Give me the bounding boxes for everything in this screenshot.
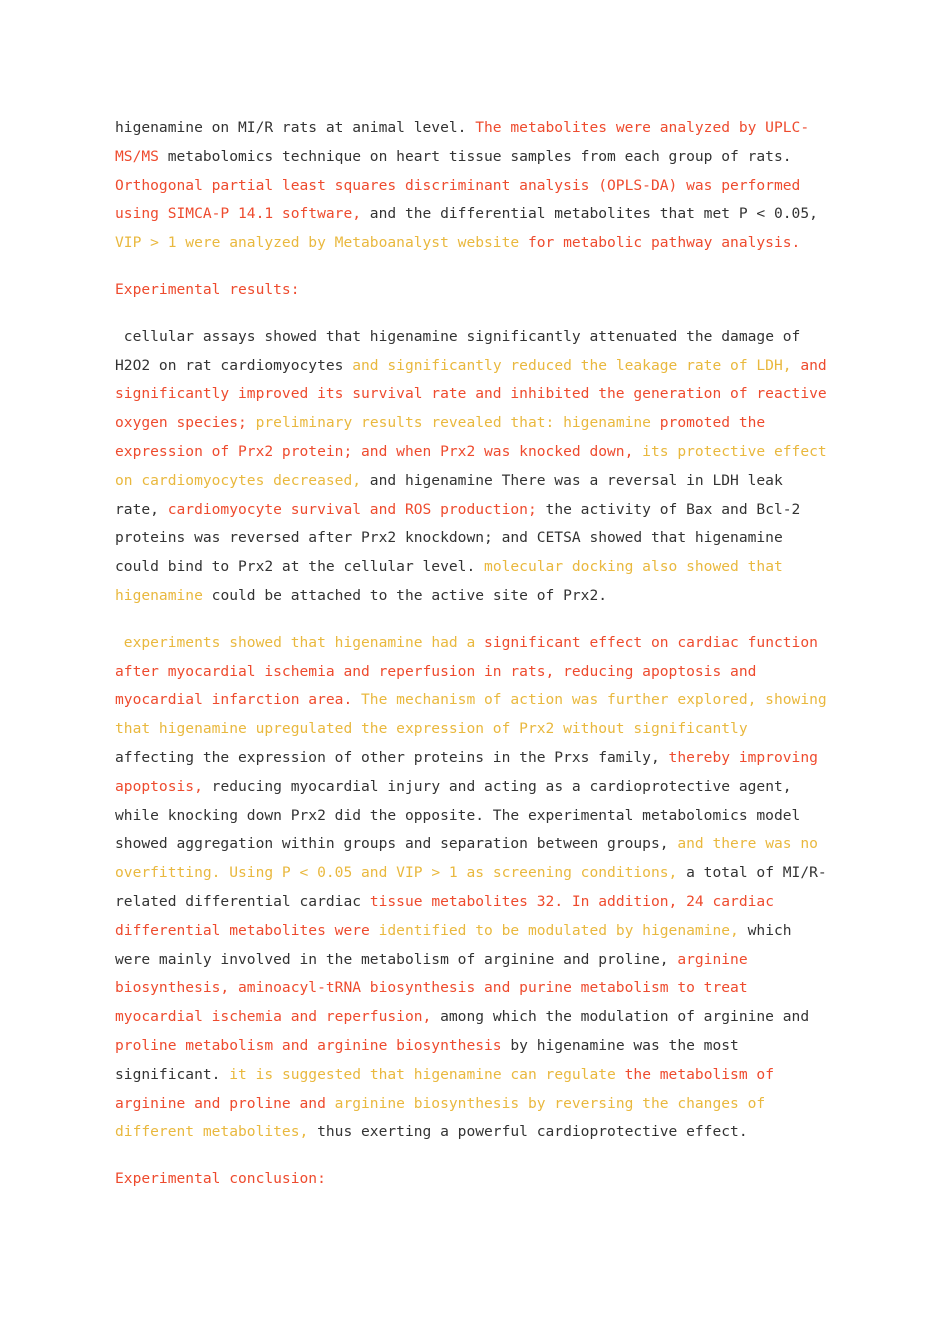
text-segment: Experimental results:: [115, 280, 300, 298]
text-segment: arginine biosynthesis, aminoacyl-tRNA biosynthesis and purine metabolism to treat myocardial ischemia and reperfusion,: [115, 950, 757, 1026]
text-segment: by higenamine was the most significant.: [115, 1036, 748, 1083]
document-page: [115, 114, 835, 1212]
text-segment: promoted the expression of Prx2 protein; and when Prx2 was knocked down,: [115, 414, 774, 460]
text-segment: and significantly reduced the leakage rate of LDH,: [352, 356, 792, 374]
paragraph-animal-results: [115, 629, 835, 1147]
paragraph-methods: [115, 114, 835, 258]
heading-experimental-results: [115, 276, 835, 305]
text-segment: The metabolites were analyzed by UPLC-MS/MS: [115, 119, 810, 165]
text-segment: and higenamine There was a reversal in LDH leak rate,: [115, 471, 792, 518]
text-segment: Orthogonal partial least squares discriminant analysis (OPLS-DA) was performed using SIMCA-P 14.1 software,: [115, 176, 810, 223]
text-segment: thereby improving apoptosis,: [115, 748, 827, 795]
text-segment: and the differential metabolites that met P < 0.05,: [361, 205, 827, 223]
text-segment: preliminary results revealed that: higenamine: [255, 414, 660, 432]
text-segment: proline metabolism and arginine biosynthesis: [115, 1036, 502, 1054]
text-segment: it is suggested that higenamine can regulate: [229, 1065, 625, 1083]
text-segment: identified to be modulated by higenamine,: [369, 921, 739, 939]
text-segment: and there was no overfitting. Using P <: [115, 835, 827, 882]
text-segment: metabolomics technique on heart tissue samples from each group of rats.: [158, 147, 801, 165]
text-segment: its protective effect on cardiomyocytes decreased,: [115, 442, 836, 489]
text-segment: could be attached to the active site of Prx2.: [202, 586, 608, 604]
text-segment: among which the modulation of arginine and: [431, 1008, 818, 1026]
text-segment: the metabolism of arginine and proline and: [115, 1065, 783, 1112]
text-segment: which were mainly involved in the metabolism of arginine and proline,: [115, 921, 801, 968]
text-segment: for metabolic pathway analysis.: [519, 234, 801, 252]
text-segment: thus exerting a powerful cardioprotective effect.: [308, 1123, 748, 1141]
text-segment: VIP > 1 were analyzed by Metaboanalyst website: [115, 234, 520, 252]
text-segment: higenamine on MI/R rats at animal level.: [115, 119, 476, 136]
text-segment: significant effect on cardiac function after myocardial ischemia and reperfusion in rats, reducing apoptosis and myocardial infarction area.: [115, 633, 827, 709]
text-segment: 0.05 and VIP > 1 as screening conditions,: [317, 864, 678, 882]
text-segment: reducing myocardial injury and acting as a cardioprotective agent, while knocking down Prx2 did the opposite. The experimental metabolomics model showed aggregation within groups and separation between groups,: [115, 777, 810, 853]
text-segment: molecular docking also showed that higenamine: [115, 558, 792, 604]
text-segment: Experimental conclusion:: [115, 1170, 326, 1188]
paragraph-cellular-results: [115, 323, 835, 611]
text-segment: affecting the expression of other proteins in the Prxs family,: [115, 720, 757, 766]
text-segment: cellular assays showed that higenamine significantly attenuated the damage of H2O2 on rat cardiomyocytes: [115, 327, 810, 374]
text-segment: cardiomyocyte survival and ROS production;: [167, 500, 537, 518]
text-segment: experiments showed that higenamine had a: [115, 633, 485, 651]
text-segment: and significantly improved its survival rate and inhibited the generation of reactive oxygen species;: [115, 356, 836, 432]
text-segment: The mechanism of action was further explored, showing that higenamine upregulated the expression of Prx2 without significantly: [115, 691, 836, 738]
heading-experimental-conclusion: [115, 1165, 835, 1194]
text-segment: a total of MI/R-related differential cardiac: [115, 864, 827, 910]
text-segment: the activity of Bax and Bcl-2 proteins was reversed after Prx2 knockdown; and CETSA showed that higenamine could bind to Prx2 at the cellular level.: [115, 500, 810, 576]
text-segment: arginine biosynthesis by reversing the changes of different metabolites,: [115, 1094, 774, 1141]
text-segment: tissue metabolites 32. In addition, 24 cardiac differential metabolites were: [115, 892, 783, 939]
